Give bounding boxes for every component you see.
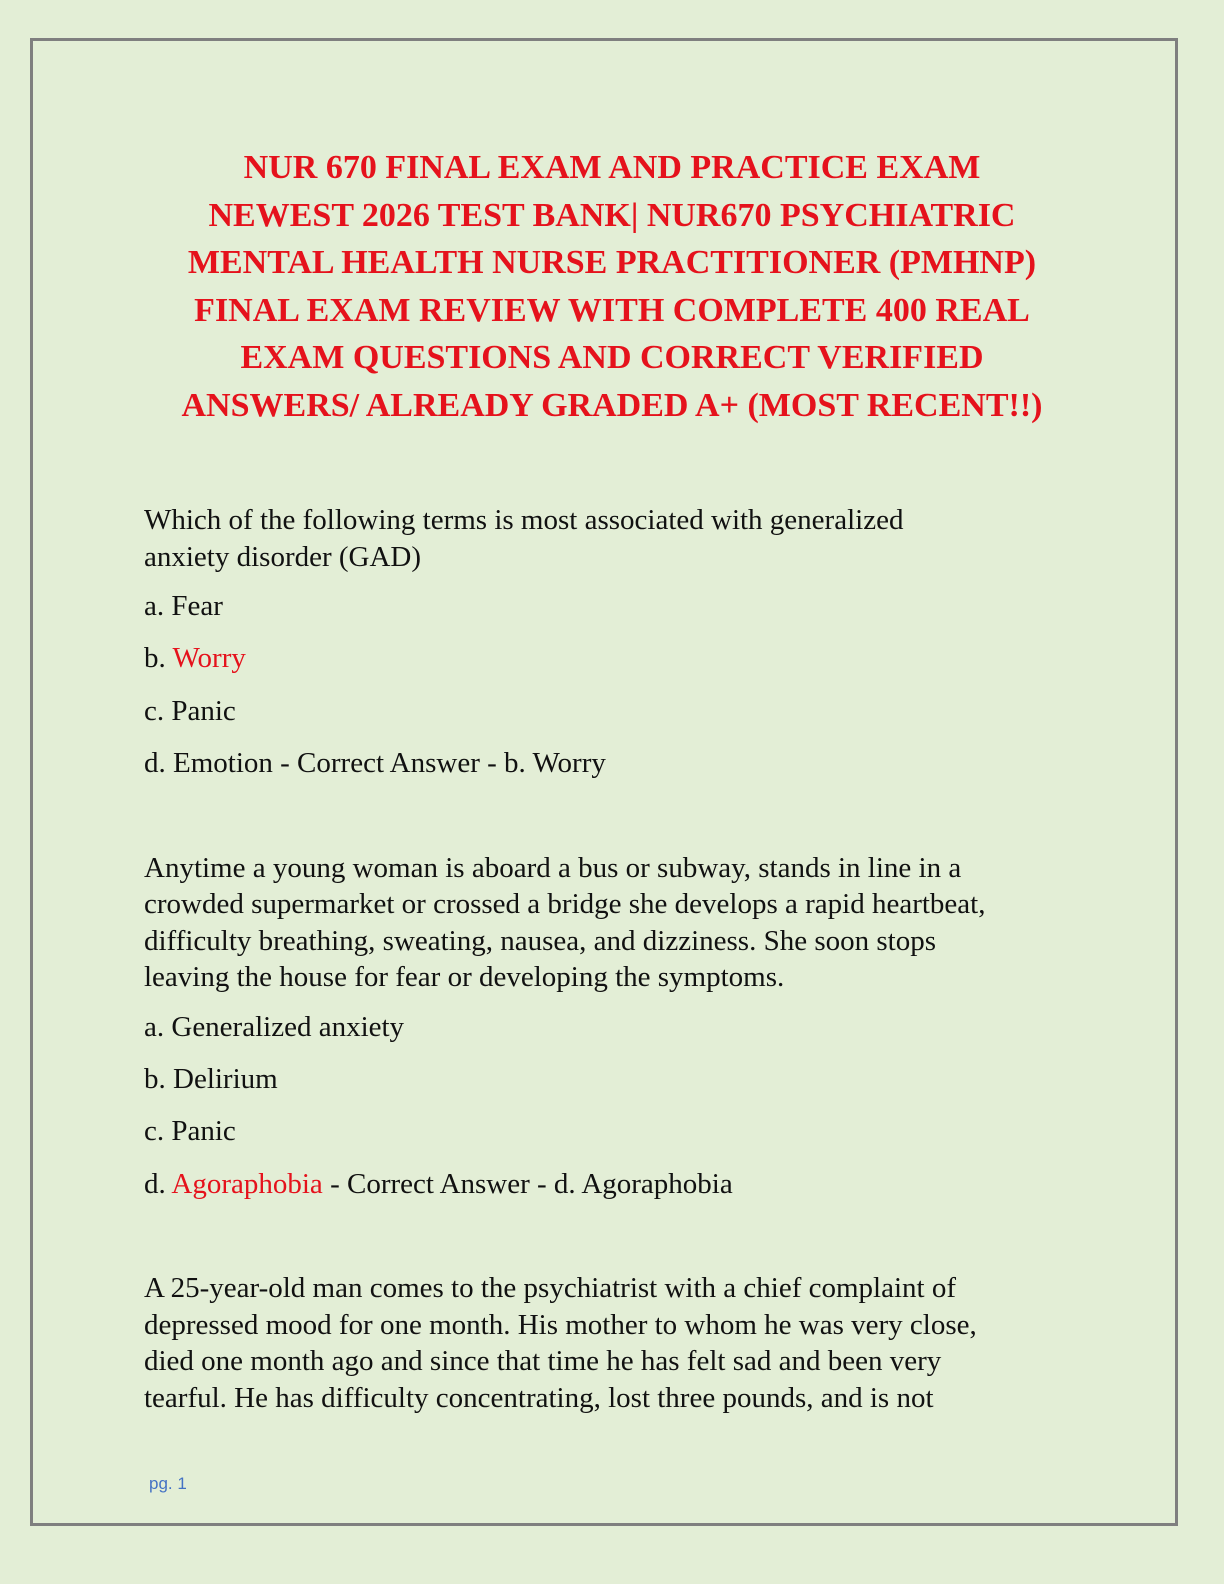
option-a: a. Generalized anxiety <box>144 1010 405 1043</box>
question-line: depressed mood for one month. His mother to whom he was very close, <box>144 1308 977 1341</box>
page-number: pg. 1 <box>149 1474 187 1493</box>
highlighted-answer: Agoraphobia <box>171 1167 323 1200</box>
correct-answer-text: - Correct Answer - b. Worry <box>272 747 606 780</box>
question-line: died one month ago and since that time he has felt sad and been very <box>144 1345 942 1378</box>
question-line: anxiety disorder (GAD) <box>144 540 422 573</box>
option-text: d. Emotion <box>144 747 273 780</box>
title-line: ANSWERS/ ALREADY GRADED A+ (MOST RECENT!!) <box>181 386 1043 424</box>
option-c: c. Panic <box>144 694 236 727</box>
question-text <box>144 502 1104 575</box>
title-line: EXAM QUESTIONS AND CORRECT VERIFIED <box>240 339 984 376</box>
question-line: Anytime a young woman is aboard a bus or subway, stands in line in a <box>144 851 962 884</box>
highlighted-answer: Worry <box>172 642 246 675</box>
question-text <box>144 1270 1104 1416</box>
question-line: leaving the house for fear or developing the symptoms. <box>144 961 785 994</box>
spacer <box>144 798 1104 850</box>
option-prefix: b. <box>144 642 173 675</box>
spacer <box>144 1218 1104 1270</box>
option-prefix: d. <box>144 1167 172 1200</box>
correct-answer-text: - Correct Answer - d. Agoraphobia <box>322 1167 733 1200</box>
question-line: Which of the following terms is most associated with generalized <box>144 504 904 536</box>
option-b: b. Delirium <box>144 1062 278 1095</box>
exam-content <box>144 502 1104 1429</box>
question-line: crowded supermarket or crossed a bridge she develops a rapid heartbeat, <box>144 888 986 921</box>
title-line: NEWEST 2026 TEST BANK| NUR670 PSYCHIATRIC <box>208 196 1016 234</box>
option-b <box>144 640 1104 692</box>
question-block-3 <box>144 1270 1104 1416</box>
question-line: A 25-year-old man comes to the psychiatrist with a chief complaint of <box>144 1272 956 1305</box>
title-line: FINAL EXAM REVIEW WITH COMPLETE 400 REAL <box>194 291 1030 329</box>
option-d <box>144 745 1104 797</box>
title-line: MENTAL HEALTH NURSE PRACTITIONER (PMHNP) <box>187 244 1037 281</box>
question-text <box>144 850 1104 996</box>
question-line: tearful. He has difficulty concentrating, lost three pounds, and is not <box>144 1381 934 1414</box>
question-block-1 <box>144 502 1104 798</box>
option-c: c. Panic <box>144 1115 236 1148</box>
question-block-2 <box>144 850 1104 1219</box>
document-title <box>80 144 1144 429</box>
option-d <box>144 1166 1104 1218</box>
question-line: difficulty breathing, sweating, nausea, and dizziness. She soon stops <box>144 924 936 957</box>
option-a: a. Fear <box>144 590 223 622</box>
title-line: NUR 670 FINAL EXAM AND PRACTICE EXAM <box>243 149 981 186</box>
